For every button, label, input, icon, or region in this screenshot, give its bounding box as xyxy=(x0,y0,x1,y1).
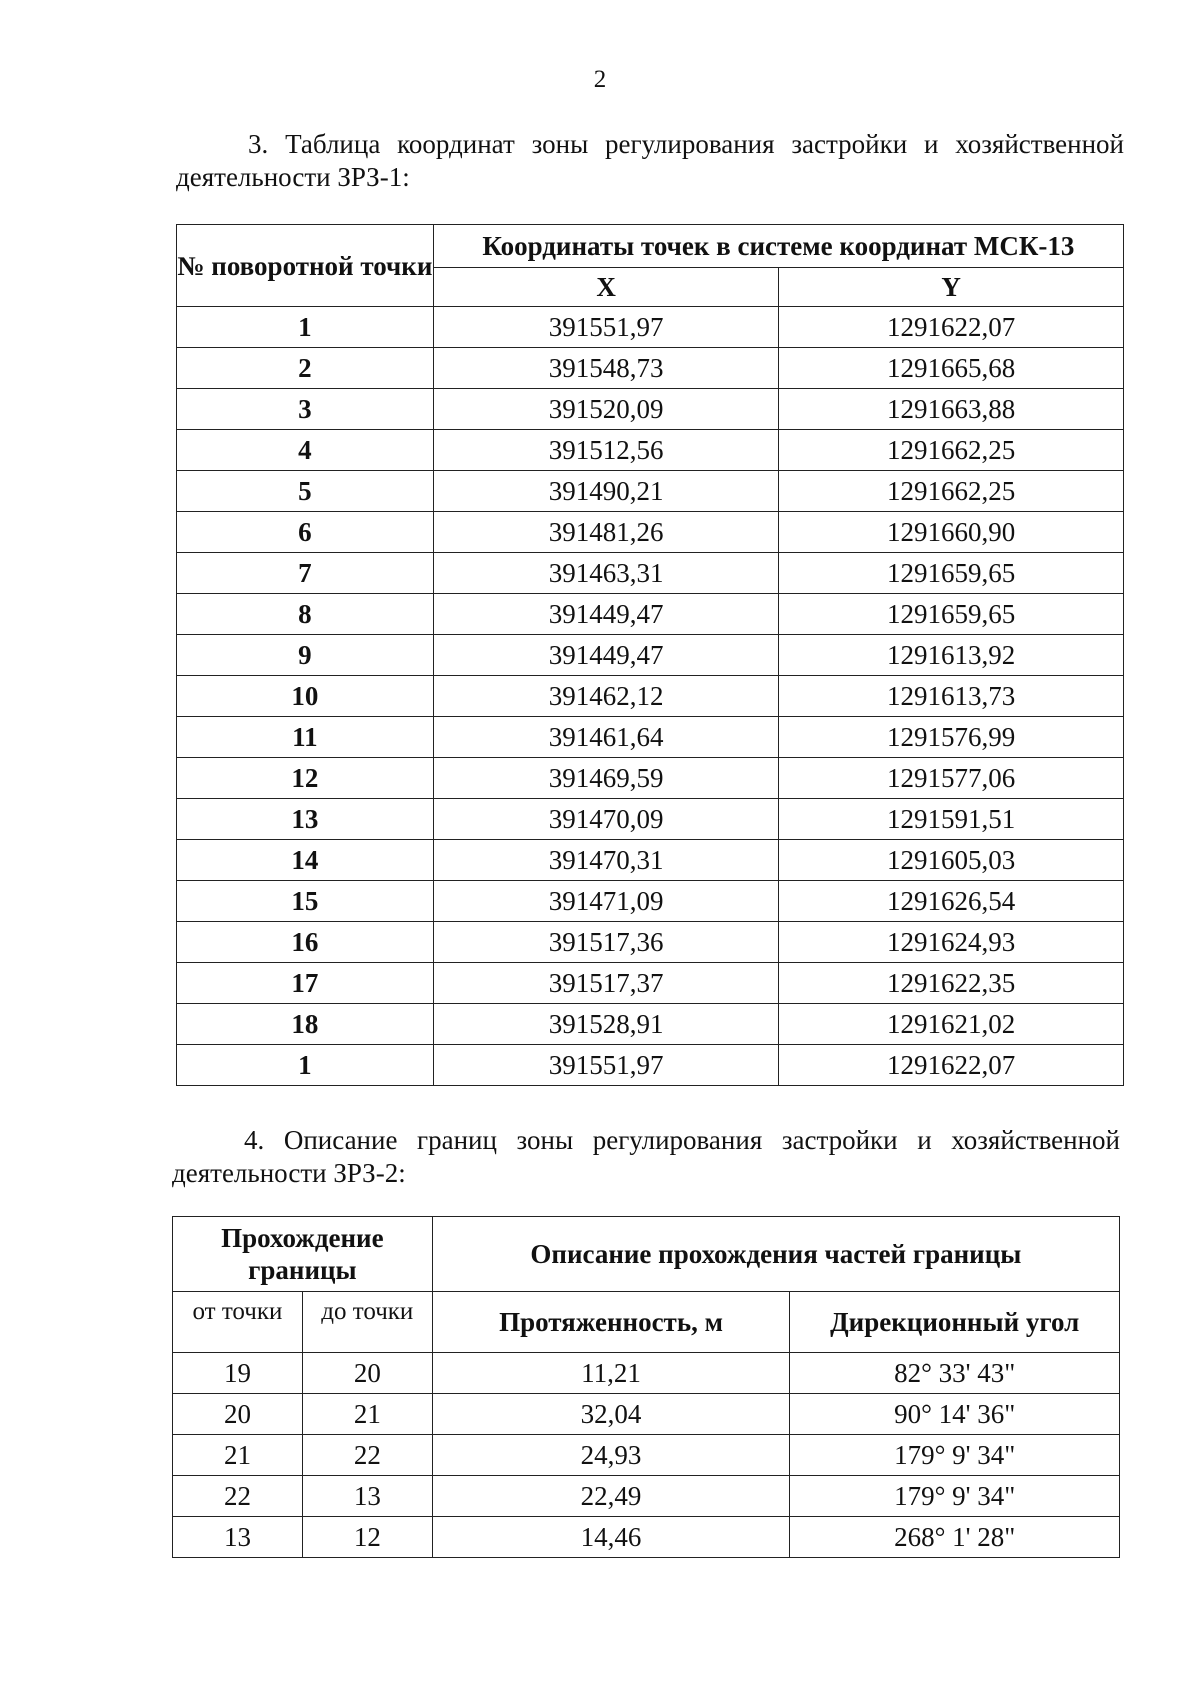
y-coordinate-cell: 1291659,65 xyxy=(779,553,1124,594)
point-number-cell: 13 xyxy=(177,799,434,840)
border-description-table xyxy=(172,1216,1120,1558)
header-point-number: № поворотной точки xyxy=(177,225,434,307)
angle-cell: 268° 1' 28" xyxy=(790,1517,1120,1558)
table-row xyxy=(177,348,1124,389)
table-row xyxy=(177,1004,1124,1045)
x-coordinate-cell: 391548,73 xyxy=(433,348,779,389)
section-4-heading-text: 4. Описание границ зоны регулирования застройки и хозяйственной деятельности ЗРЗ-2: xyxy=(172,1125,1120,1188)
y-coordinate-cell: 1291622,07 xyxy=(779,307,1124,348)
page-number: 2 xyxy=(593,66,607,93)
border-table-body xyxy=(173,1353,1120,1558)
x-coordinate-cell: 391517,36 xyxy=(433,922,779,963)
x-coordinate-cell: 391551,97 xyxy=(433,1045,779,1086)
header-coordinates: Координаты точек в системе координат МСК-13 xyxy=(433,225,1123,268)
y-coordinate-cell: 1291576,99 xyxy=(779,717,1124,758)
header-y: Y xyxy=(779,268,1124,307)
table-row xyxy=(177,963,1124,1004)
x-coordinate-cell: 391462,12 xyxy=(433,676,779,717)
y-coordinate-cell: 1291626,54 xyxy=(779,881,1124,922)
point-number-cell: 10 xyxy=(177,676,434,717)
from-point-cell: 22 xyxy=(173,1476,303,1517)
table-row xyxy=(173,1435,1120,1476)
y-coordinate-cell: 1291605,03 xyxy=(779,840,1124,881)
x-coordinate-cell: 391470,09 xyxy=(433,799,779,840)
y-coordinate-cell: 1291624,93 xyxy=(779,922,1124,963)
table-row xyxy=(177,635,1124,676)
x-coordinate-cell: 391528,91 xyxy=(433,1004,779,1045)
point-number-cell: 15 xyxy=(177,881,434,922)
point-number-cell: 9 xyxy=(177,635,434,676)
coordinates-table-body xyxy=(177,307,1124,1086)
to-point-cell: 22 xyxy=(302,1435,432,1476)
x-coordinate-cell: 391512,56 xyxy=(433,430,779,471)
x-coordinate-cell: 391551,97 xyxy=(433,307,779,348)
table-row xyxy=(177,389,1124,430)
y-coordinate-cell: 1291662,25 xyxy=(779,430,1124,471)
x-coordinate-cell: 391471,09 xyxy=(433,881,779,922)
point-number-cell: 7 xyxy=(177,553,434,594)
x-coordinate-cell: 391490,21 xyxy=(433,471,779,512)
table-row xyxy=(177,307,1124,348)
point-number-cell: 6 xyxy=(177,512,434,553)
table-row xyxy=(177,676,1124,717)
table-row xyxy=(177,512,1124,553)
length-cell: 24,93 xyxy=(432,1435,790,1476)
x-coordinate-cell: 391449,47 xyxy=(433,594,779,635)
point-number-cell: 8 xyxy=(177,594,434,635)
table-row xyxy=(177,430,1124,471)
point-number-cell: 18 xyxy=(177,1004,434,1045)
table-row xyxy=(177,717,1124,758)
x-coordinate-cell: 391517,37 xyxy=(433,963,779,1004)
y-coordinate-cell: 1291665,68 xyxy=(779,348,1124,389)
to-point-cell: 20 xyxy=(302,1353,432,1394)
y-coordinate-cell: 1291659,65 xyxy=(779,594,1124,635)
from-point-cell: 13 xyxy=(173,1517,303,1558)
angle-cell: 90° 14' 36" xyxy=(790,1394,1120,1435)
x-coordinate-cell: 391463,31 xyxy=(433,553,779,594)
table-row xyxy=(173,1394,1120,1435)
section-3-heading xyxy=(176,128,1124,194)
header-border-description: Описание прохождения частей границы xyxy=(432,1217,1119,1292)
table-row xyxy=(173,1476,1120,1517)
header-angle: Дирекционный угол xyxy=(790,1292,1120,1353)
angle-cell: 179° 9' 34" xyxy=(790,1435,1120,1476)
table-row xyxy=(177,881,1124,922)
table-row xyxy=(177,471,1124,512)
table-row xyxy=(173,1353,1120,1394)
y-coordinate-cell: 1291622,35 xyxy=(779,963,1124,1004)
section-4-heading xyxy=(172,1124,1120,1190)
point-number-cell: 17 xyxy=(177,963,434,1004)
point-number-cell: 5 xyxy=(177,471,434,512)
length-cell: 11,21 xyxy=(432,1353,790,1394)
y-coordinate-cell: 1291591,51 xyxy=(779,799,1124,840)
table-row xyxy=(177,594,1124,635)
table-row xyxy=(177,758,1124,799)
table-row xyxy=(177,840,1124,881)
point-number-cell: 14 xyxy=(177,840,434,881)
table-row xyxy=(177,1045,1124,1086)
section-3-heading-text: 3. Таблица координат зоны регулирования застройки и хозяйственной деятельности ЗРЗ-1: xyxy=(176,129,1124,192)
table-row xyxy=(173,1517,1120,1558)
angle-cell: 179° 9' 34" xyxy=(790,1476,1120,1517)
length-cell: 22,49 xyxy=(432,1476,790,1517)
length-cell: 32,04 xyxy=(432,1394,790,1435)
header-x: X xyxy=(433,268,779,307)
point-number-cell: 12 xyxy=(177,758,434,799)
point-number-cell: 4 xyxy=(177,430,434,471)
point-number-cell: 1 xyxy=(177,1045,434,1086)
point-number-cell: 3 xyxy=(177,389,434,430)
point-number-cell: 1 xyxy=(177,307,434,348)
point-number-cell: 11 xyxy=(177,717,434,758)
header-length: Протяженность, м xyxy=(432,1292,790,1353)
y-coordinate-cell: 1291660,90 xyxy=(779,512,1124,553)
table-row xyxy=(177,553,1124,594)
y-coordinate-cell: 1291663,88 xyxy=(779,389,1124,430)
coordinates-table xyxy=(176,224,1124,1086)
table-row xyxy=(177,799,1124,840)
angle-cell: 82° 33' 43" xyxy=(790,1353,1120,1394)
length-cell: 14,46 xyxy=(432,1517,790,1558)
to-point-cell: 12 xyxy=(302,1517,432,1558)
to-point-cell: 13 xyxy=(302,1476,432,1517)
x-coordinate-cell: 391469,59 xyxy=(433,758,779,799)
header-to-point: до точки xyxy=(302,1292,432,1353)
from-point-cell: 21 xyxy=(173,1435,303,1476)
point-number-cell: 2 xyxy=(177,348,434,389)
x-coordinate-cell: 391461,64 xyxy=(433,717,779,758)
from-point-cell: 20 xyxy=(173,1394,303,1435)
to-point-cell: 21 xyxy=(302,1394,432,1435)
x-coordinate-cell: 391470,31 xyxy=(433,840,779,881)
x-coordinate-cell: 391481,26 xyxy=(433,512,779,553)
point-number-cell: 16 xyxy=(177,922,434,963)
x-coordinate-cell: 391449,47 xyxy=(433,635,779,676)
table-row xyxy=(177,922,1124,963)
y-coordinate-cell: 1291613,73 xyxy=(779,676,1124,717)
y-coordinate-cell: 1291621,02 xyxy=(779,1004,1124,1045)
y-coordinate-cell: 1291577,06 xyxy=(779,758,1124,799)
y-coordinate-cell: 1291613,92 xyxy=(779,635,1124,676)
from-point-cell: 19 xyxy=(173,1353,303,1394)
y-coordinate-cell: 1291622,07 xyxy=(779,1045,1124,1086)
header-border-pass: Прохождение границы xyxy=(173,1217,433,1292)
y-coordinate-cell: 1291662,25 xyxy=(779,471,1124,512)
header-from-point: от точки xyxy=(173,1292,303,1353)
x-coordinate-cell: 391520,09 xyxy=(433,389,779,430)
